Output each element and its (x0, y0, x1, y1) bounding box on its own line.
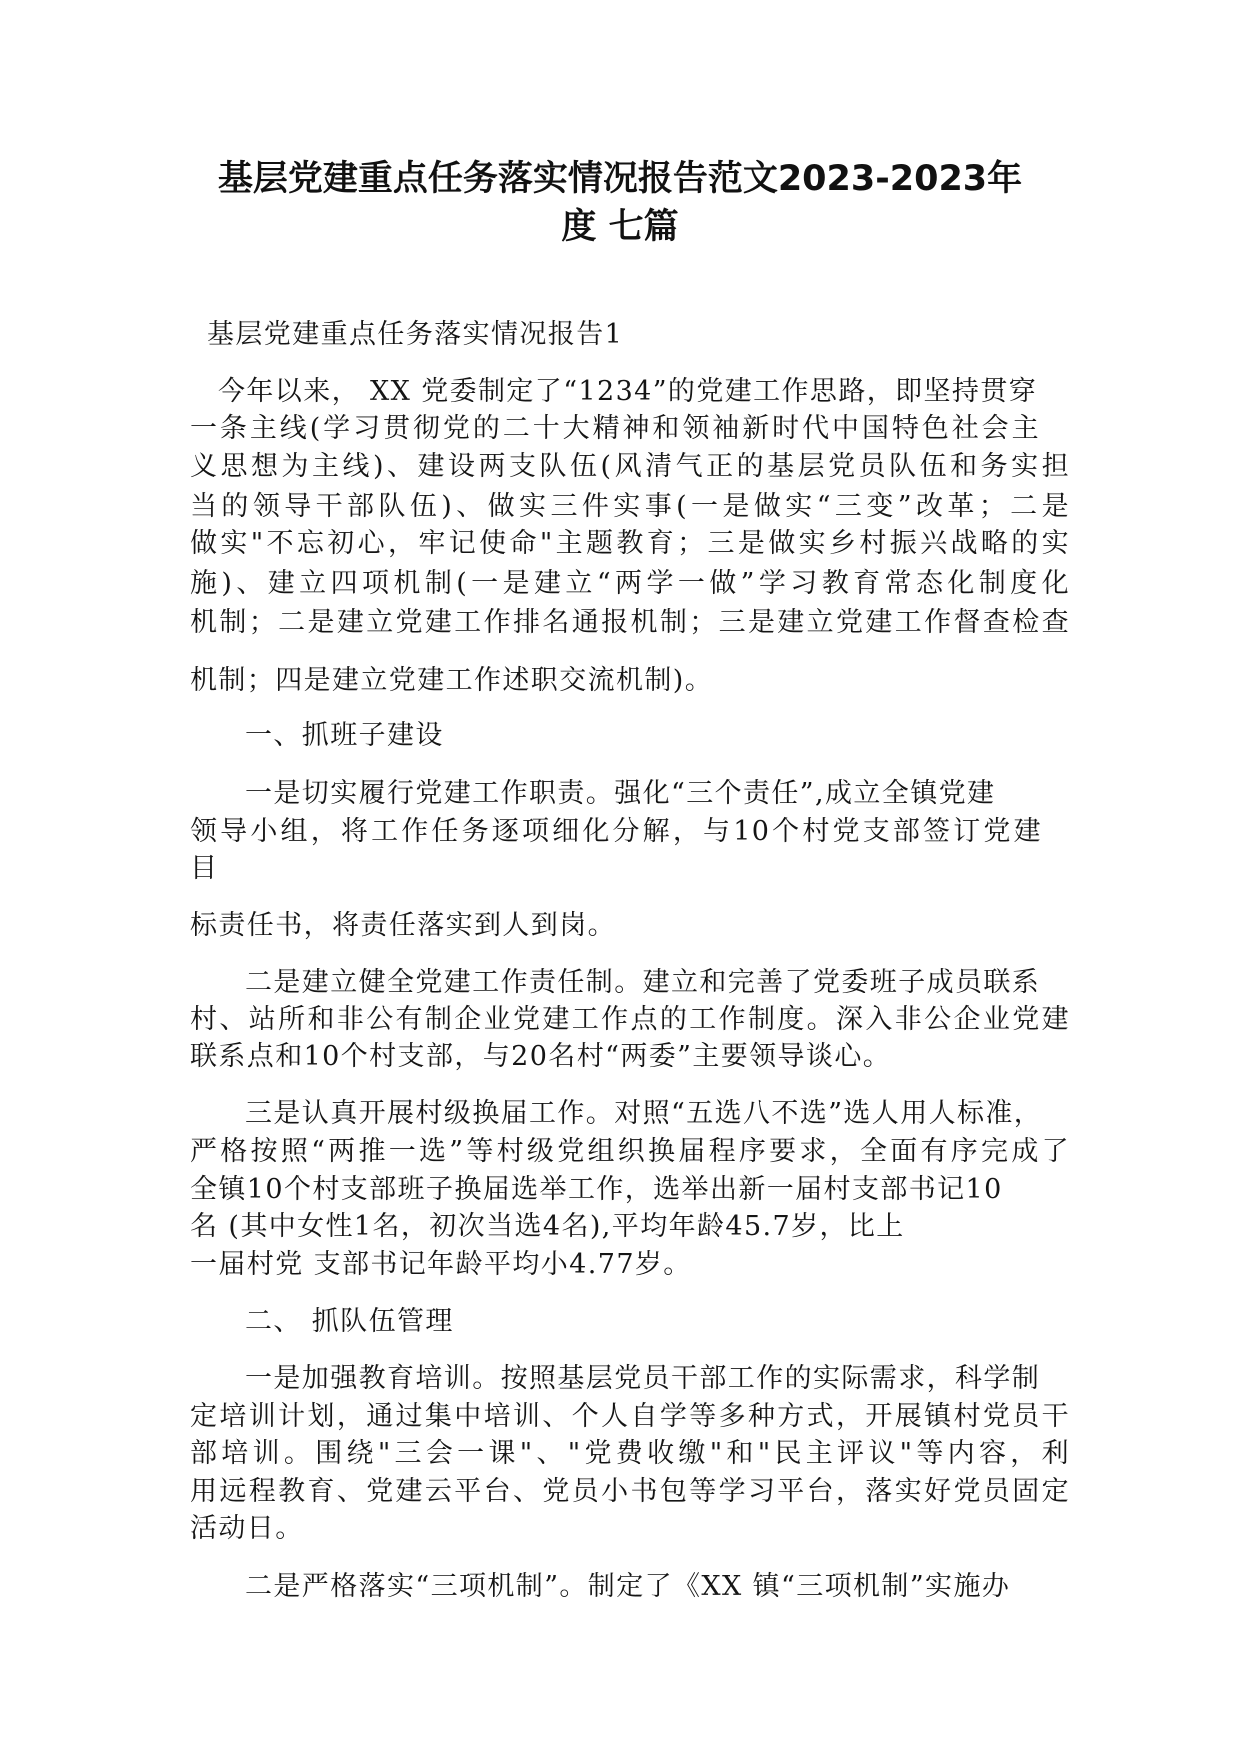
paragraph-line: 领导小组，将工作任务逐项细化分解，与10个村党支部签订党建 (190, 816, 1042, 847)
paragraph-line: 全镇10个村支部班子换届选举工作，选举出新一届村支部书记10 (190, 1174, 1003, 1205)
section-heading-report-1: 基层党建重点任务落实情况报告1 (207, 319, 624, 350)
paragraph-line: 定培训计划，通过集中培训、个人自学等多种方式，开展镇村党员干 (190, 1401, 1070, 1432)
paragraph-line: 施)、建立四项机制(一是建立“两学一做”学习教育常态化制度化 (190, 568, 1070, 599)
paragraph-line: 目 (190, 853, 219, 884)
paragraph-line: 村、站所和非公有制企业党建工作点的工作制度。深入非公企业党建 (190, 1004, 1070, 1035)
paragraph-line: 一是加强教育培训。按照基层党员干部工作的实际需求，科学制 (245, 1363, 1041, 1394)
paragraph-line: 二是严格落实“三项机制”。制定了《XX 镇“三项机制”实施办 (245, 1571, 1011, 1602)
document-title (150, 157, 1090, 249)
paragraph-line: 做实"不忘初心，牢记使命"主题教育；三是做实乡村振兴战略的实 (190, 528, 1070, 559)
paragraph-line: 一是切实履行党建工作职责。强化“三个责任”,成立全镇党建 (245, 778, 996, 809)
section-heading: 一、抓班子建设 (245, 720, 444, 751)
title-line-1: 基层党建重点任务落实情况报告范文2023-2023年 (217, 159, 1023, 199)
paragraph-line: 当的领导干部队伍)、做实三件实事(一是做实“三变”改革；二是 (190, 491, 1070, 522)
paragraph-line: 一届村党 支部书记年龄平均小4.77岁。 (190, 1249, 692, 1280)
paragraph-line: 二是建立健全党建工作责任制。建立和完善了党委班子成员联系 (245, 967, 1041, 998)
title-line-2: 度 七篇 (561, 207, 679, 247)
section-heading: 二、 抓队伍管理 (245, 1306, 454, 1337)
paragraph-line: 用远程教育、党建云平台、党员小书包等学习平台，落实好党员固定 (190, 1476, 1070, 1507)
paragraph-line: 机制；二是建立党建工作排名通报机制；三是建立党建工作督查检查 (190, 607, 1070, 638)
paragraph-line: 严格按照“两推一选”等村级党组织换届程序要求，全面有序完成了 (190, 1136, 1070, 1167)
paragraph-line: 联系点和10个村支部，与20名村“两委”主要领导谈心。 (190, 1041, 892, 1072)
paragraph-line: 部培训。围绕"三会一课"、"党费收缴"和"民主评议"等内容，利 (190, 1438, 1070, 1469)
paragraph-line: 三是认真开展村级换届工作。对照“五选八不选”选人用人标准， (245, 1098, 1043, 1129)
paragraph-line: 标责任书，将责任落实到人到岗。 (190, 910, 616, 941)
paragraph-line: 义思想为主线)、建设两支队伍(风清气正的基层党员队伍和务实担 (190, 451, 1070, 482)
paragraph-line: 活动日。 (190, 1513, 304, 1544)
paragraph-line: 今年以来， XX 党委制定了“1234”的党建工作思路，即坚持贯穿 (218, 376, 1038, 407)
paragraph-line: 一条主线(学习贯彻党的二十大精神和领袖新时代中国特色社会主 (190, 413, 1040, 444)
paragraph-line: 机制；四是建立党建工作述职交流机制)。 (190, 665, 714, 696)
paragraph-line: 名 (其中女性1名，初次当选4名),平均年龄45.7岁，比上 (190, 1211, 905, 1242)
